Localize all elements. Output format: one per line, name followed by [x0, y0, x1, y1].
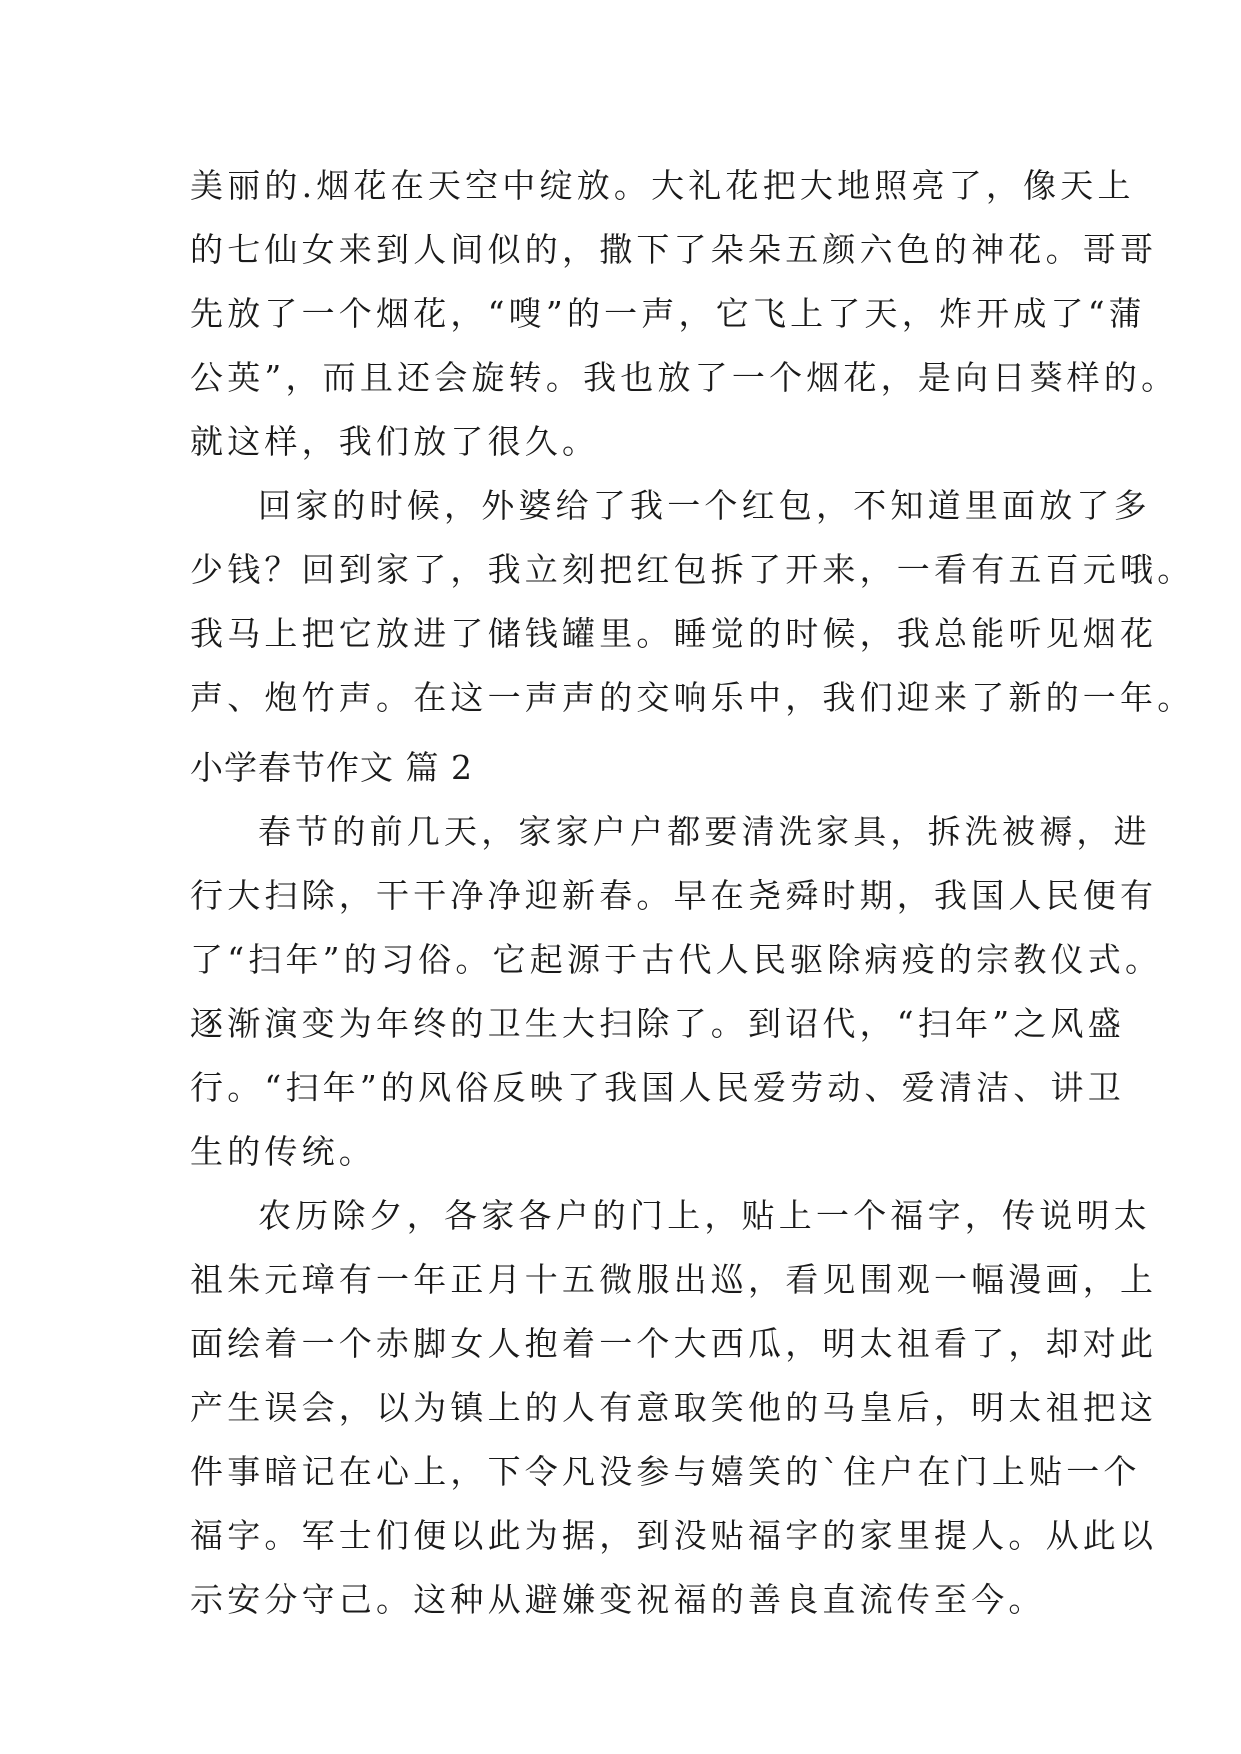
paragraph-line: 示安分守己。这种从避嫌变祝福的善良直流传至今。 [190, 1580, 1046, 1619]
paragraph-line: 少钱？回到家了，我立刻把红包拆了开来，一看有五百元哦。 [190, 550, 1195, 589]
paragraph-line: 美丽的.烟花在天空中绽放。大礼花把大地照亮了，像天上 [190, 166, 1135, 205]
paragraph-line: 回家的时候，外婆给了我一个红包，不知道里面放了多 [258, 486, 1151, 525]
paragraph-line: 了“扫年”的习俗。它起源于古代人民驱除病疫的宗教仪式。 [190, 940, 1163, 979]
paragraph-line: 声、炮竹声。在这一声声的交响乐中，我们迎来了新的一年。 [190, 678, 1195, 717]
paragraph-line: 我马上把它放进了储钱罐里。睡觉的时候，我总能听见烟花 [190, 614, 1158, 653]
paragraph-line: 就这样，我们放了很久。 [190, 422, 600, 461]
paragraph-line: 件事暗记在心上，下令凡没参与嬉笑的`住户在门上贴一个 [190, 1452, 1141, 1491]
paragraph-line: 公英”，而且还会旋转。我也放了一个烟花，是向日葵样的。 [190, 358, 1179, 397]
paragraph-line: 逐渐演变为年终的卫生大扫除了。到诏代，“扫年”之风盛 [190, 1004, 1125, 1043]
paragraph-line: 春节的前几天，家家户户都要清洗家具，拆洗被褥，进 [258, 812, 1151, 851]
paragraph-line: 行。“扫年”的风俗反映了我国人民爱劳动、爱清洁、讲卫 [190, 1068, 1125, 1107]
paragraph-line: 先放了一个烟花，“嗖”的一声，它飞上了天，炸开成了“蒲 [190, 294, 1147, 333]
paragraph-line: 行大扫除，干干净净迎新春。早在尧舜时期，我国人民便有 [190, 876, 1158, 915]
paragraph-line: 生的传统。 [190, 1132, 376, 1171]
paragraph-line: 面绘着一个赤脚女人抱着一个大西瓜，明太祖看了，却对此 [190, 1324, 1158, 1363]
paragraph-line: 福字。军士们便以此为据，到没贴福字的家里提人。从此以 [190, 1516, 1158, 1555]
paragraph-line: 的七仙女来到人间似的，撒下了朵朵五颜六色的神花。哥哥 [190, 230, 1158, 269]
paragraph-line: 农历除夕，各家各户的门上，贴上一个福字，传说明太 [258, 1196, 1151, 1235]
paragraph-line: 祖朱元璋有一年正月十五微服出巡，看见围观一幅漫画，上 [190, 1260, 1158, 1299]
section-heading: 小学春节作文 篇 2 [190, 748, 473, 787]
paragraph-line: 产生误会，以为镇上的人有意取笑他的马皇后，明太祖把这 [190, 1388, 1158, 1427]
